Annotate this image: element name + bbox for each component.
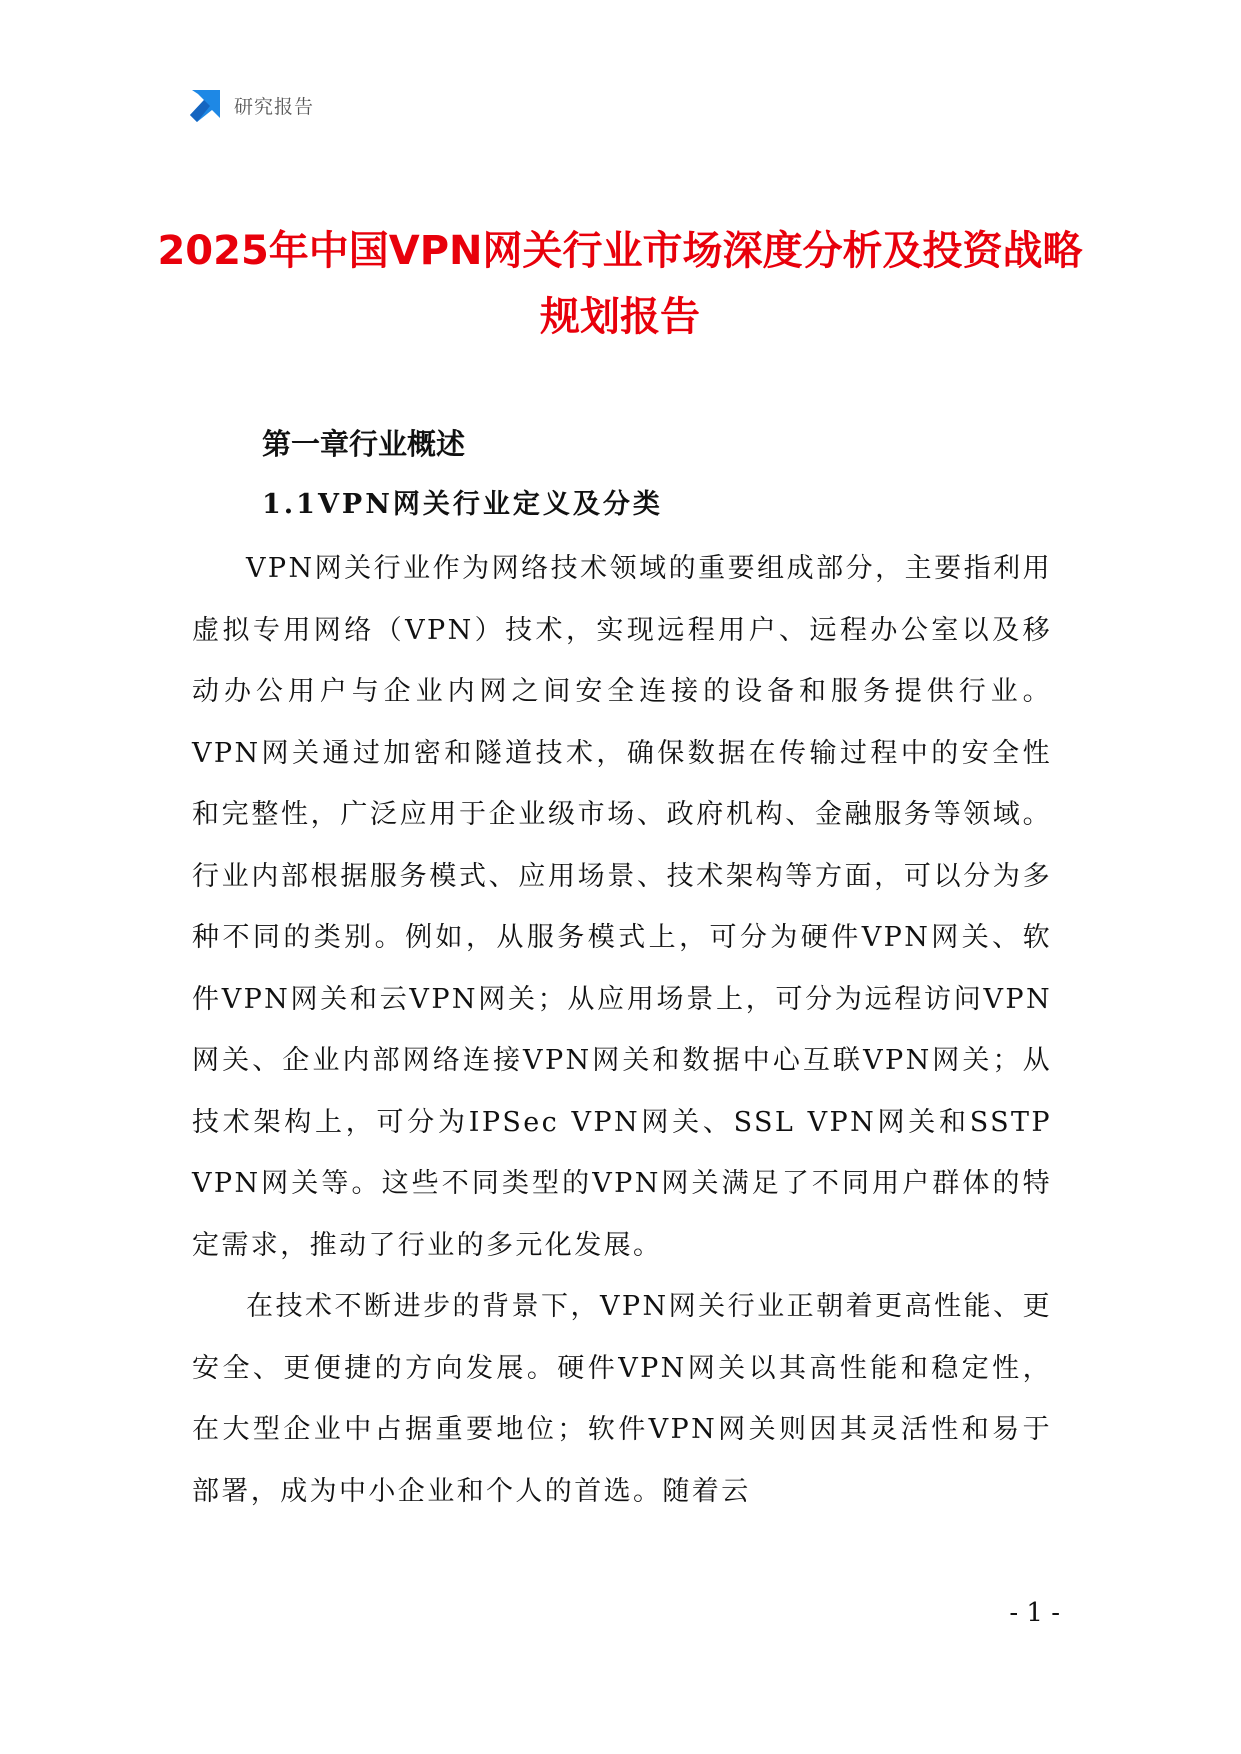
page-number: - 1 -	[1009, 1598, 1060, 1628]
body-text	[192, 538, 1052, 1522]
header	[188, 88, 314, 122]
paragraph: VPN网关行业作为网络技术领域的重要组成部分，主要指利用虚拟专用网络（VPN）技术，实现远程用户、远程办公室以及移动办公用户与企业内网之间安全连接的设备和服务提供行业。VPN网关通过加密和隧道技术，确保数据在传输过程中的安全性和完整性，广泛应用于企业级市场、政府机构、金融服务等领域。行业内部根据服务模式、应用场景、技术架构等方面，可以分为多种不同的类别。例如，从服务模式上，可分为硬件VPN网关、软件VPN网关和云VPN网关；从应用场景上，可分为远程访问VPN网关、企业内部网络连接VPN网关和数据中心互联VPN网关；从技术架构上，可分为IPSec VPN网关、SSL VPN网关和SSTP VPN网关等。这些不同类型的VPN网关满足了不同用户群体的特定需求，推动了行业的多元化发展。	[192, 553, 1052, 1261]
arrow-up-right-icon	[188, 88, 222, 122]
paragraph: 在技术不断进步的背景下，VPN网关行业正朝着更高性能、更安全、更便捷的方向发展。硬件VPN网关以其高性能和稳定性，在大型企业中占据重要地位；软件VPN网关则因其灵活性和易于部署，成为中小企业和个人的首选。随着云	[192, 1291, 1052, 1507]
section-heading: 1.1VPN网关行业定义及分类	[262, 489, 663, 520]
chapter-heading: 第一章行业概述	[262, 427, 466, 461]
header-label: 研究报告	[234, 95, 315, 118]
document-title: 2025年中国VPN网关行业市场深度分析及投资战略规划报告	[157, 228, 1083, 340]
